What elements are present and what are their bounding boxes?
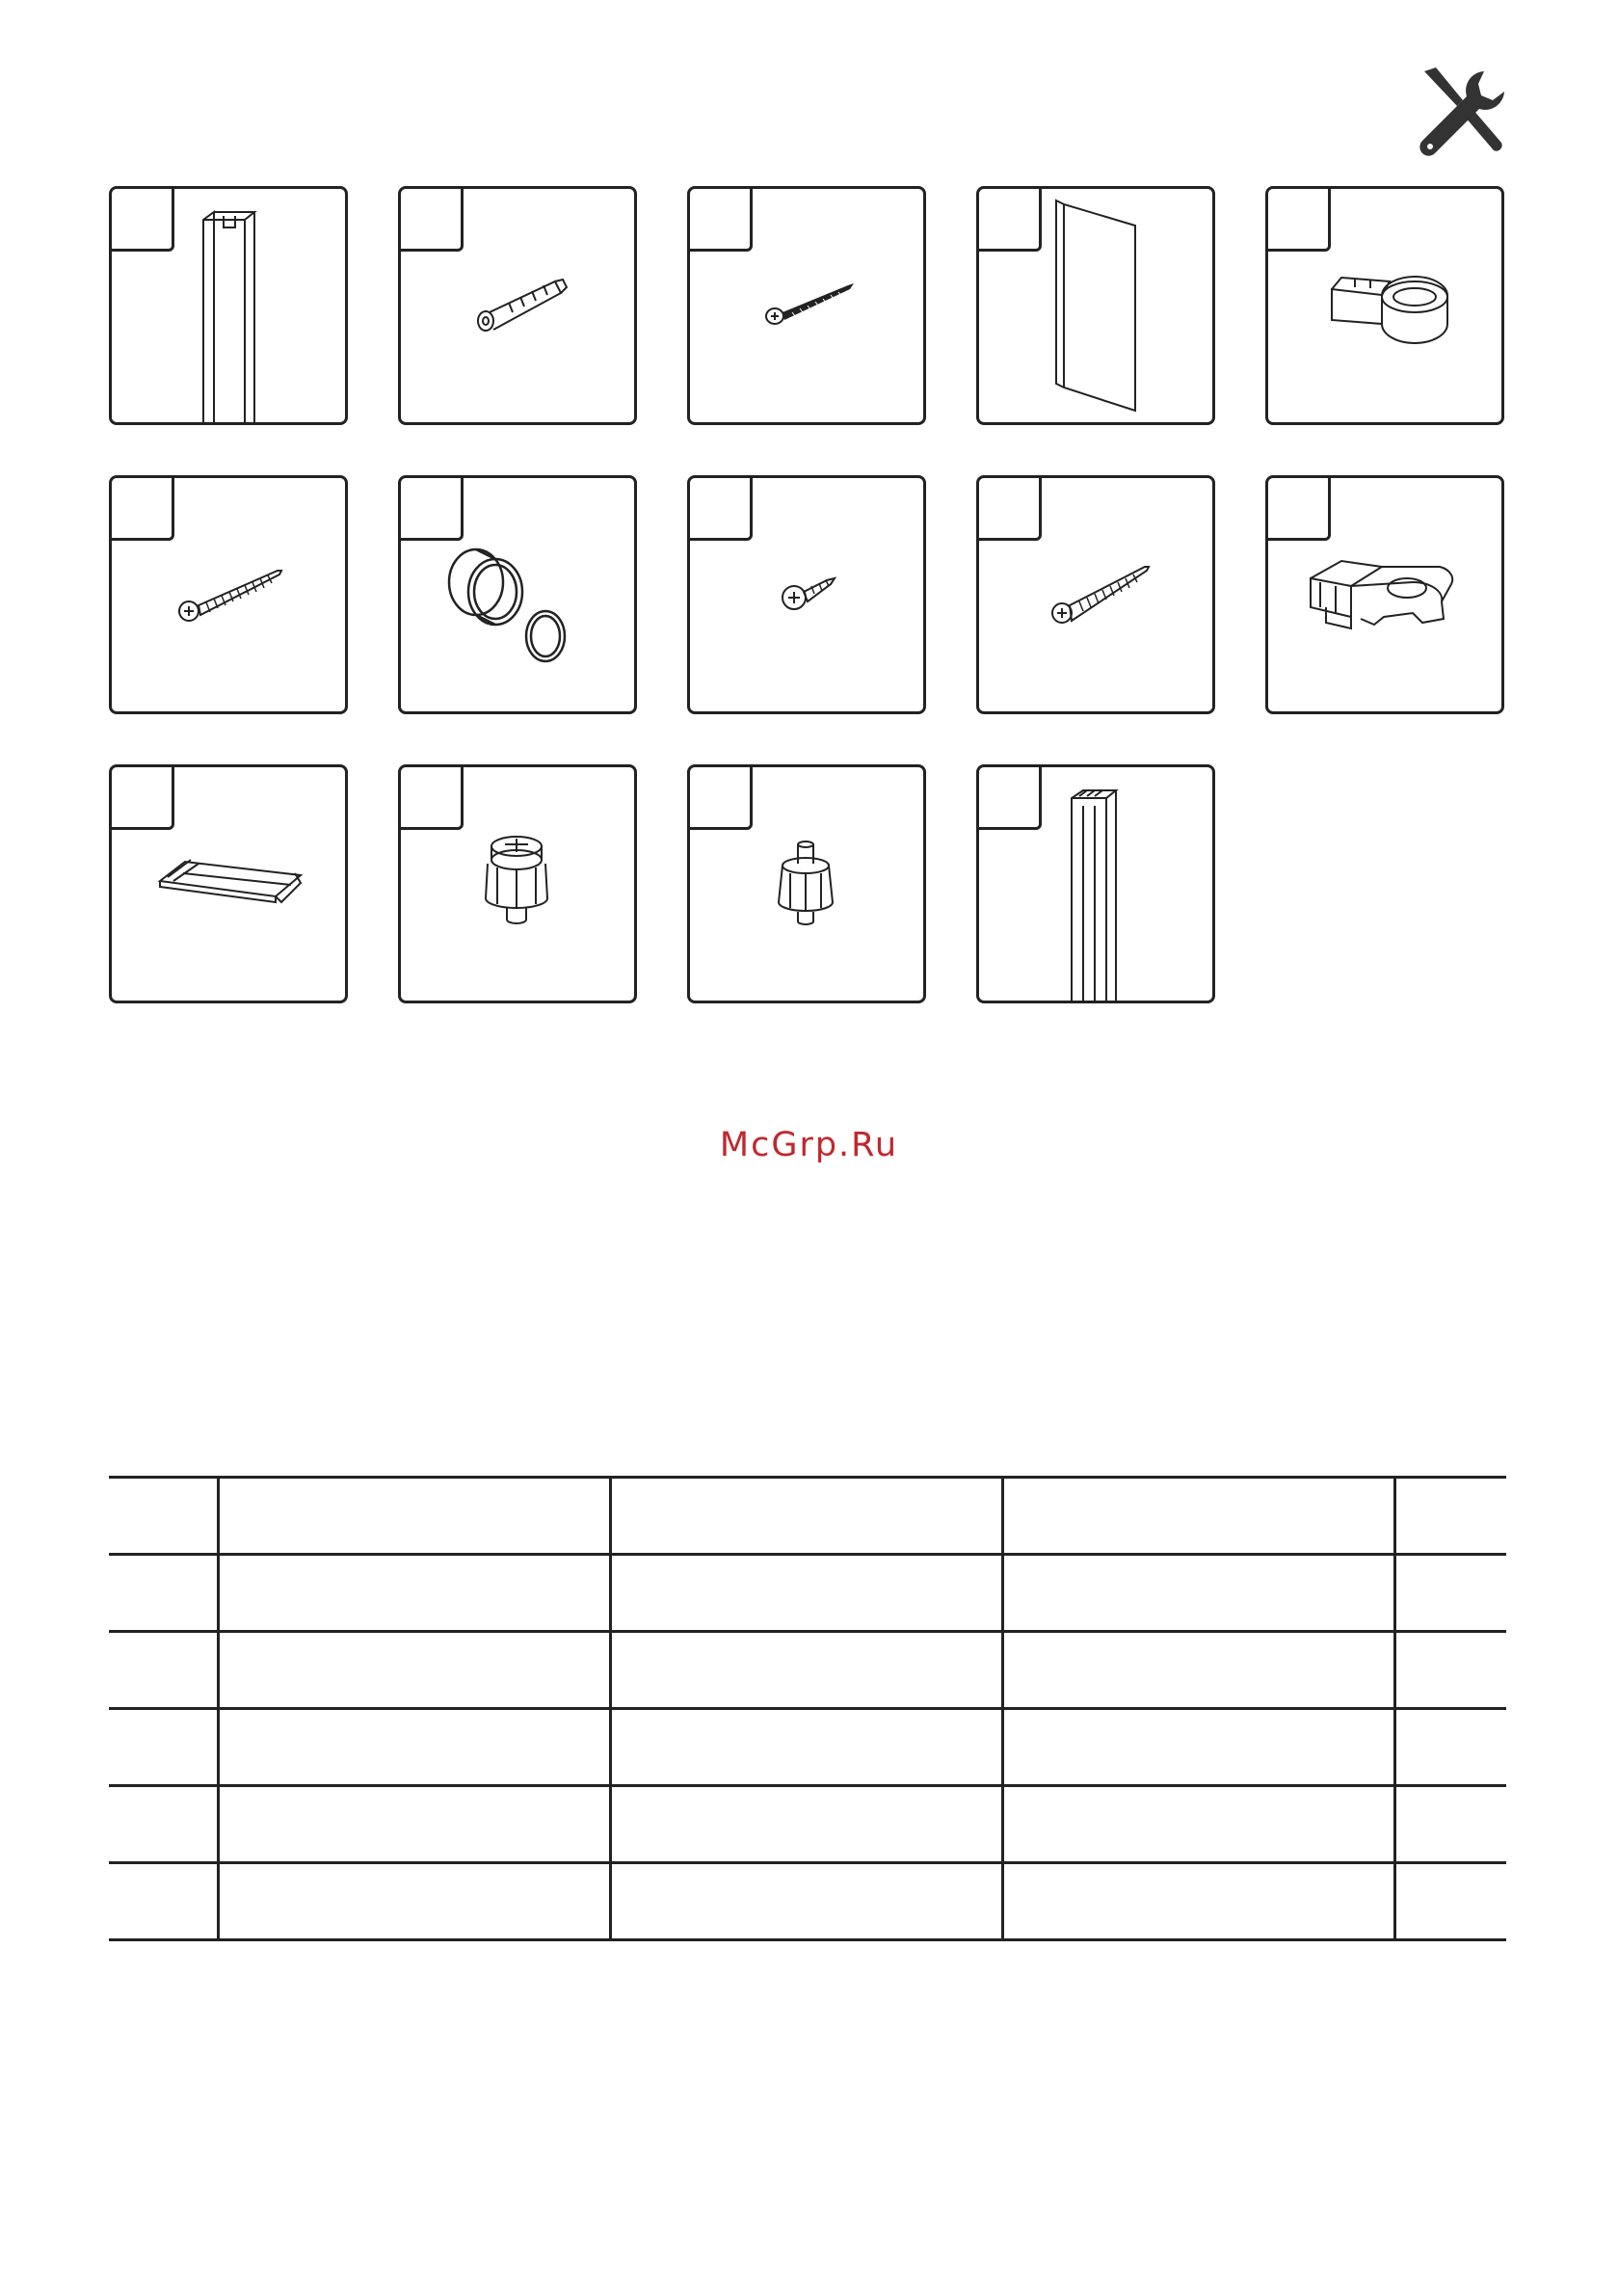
part-card bbox=[398, 475, 637, 714]
table-row bbox=[109, 1863, 1506, 1940]
part-card bbox=[109, 475, 348, 714]
part-card bbox=[976, 764, 1215, 1003]
table-row bbox=[109, 1786, 1506, 1863]
table-cell bbox=[610, 1863, 1002, 1940]
table-row bbox=[109, 1632, 1506, 1709]
watermark-text: McGrp.Ru bbox=[719, 1126, 899, 1164]
table-cell bbox=[1002, 1478, 1394, 1555]
table-cell bbox=[218, 1709, 610, 1786]
table-cell bbox=[218, 1555, 610, 1632]
part-card bbox=[1265, 475, 1504, 714]
seal-strip-icon bbox=[112, 767, 345, 1001]
part-card bbox=[687, 475, 926, 714]
table-body bbox=[109, 1478, 1506, 1940]
pan-head-screw-icon bbox=[112, 478, 345, 711]
table-cell bbox=[218, 1632, 610, 1709]
table-cell bbox=[1002, 1786, 1394, 1863]
part-card bbox=[687, 186, 926, 425]
part-card bbox=[976, 475, 1215, 714]
u-profile-rail-icon bbox=[112, 189, 345, 422]
part-card bbox=[398, 764, 637, 1003]
magnetic-profile-icon bbox=[979, 767, 1212, 1001]
table-cell bbox=[1394, 1478, 1506, 1555]
table-cell bbox=[610, 1709, 1002, 1786]
table-cell bbox=[1394, 1555, 1506, 1632]
part-card bbox=[109, 186, 348, 425]
table-cell bbox=[109, 1478, 218, 1555]
part-card bbox=[687, 764, 926, 1003]
table-cell bbox=[218, 1863, 610, 1940]
table-cell bbox=[109, 1555, 218, 1632]
part-card bbox=[398, 186, 637, 425]
table-cell bbox=[1002, 1709, 1394, 1786]
glass-panel-icon bbox=[979, 189, 1212, 422]
table-cell bbox=[610, 1478, 1002, 1555]
long-screw-icon bbox=[690, 189, 923, 422]
table-row bbox=[109, 1555, 1506, 1632]
table-cell bbox=[1394, 1863, 1506, 1940]
table-row bbox=[109, 1709, 1506, 1786]
table-cell bbox=[1394, 1632, 1506, 1709]
roller-plug-icon bbox=[401, 767, 634, 1001]
table-cell bbox=[109, 1786, 218, 1863]
part-card bbox=[109, 764, 348, 1003]
wall-plug-icon bbox=[401, 189, 634, 422]
table-cell bbox=[1002, 1555, 1394, 1632]
table-cell bbox=[610, 1786, 1002, 1863]
clamp-bracket-icon bbox=[1268, 478, 1501, 711]
table-cell bbox=[218, 1478, 610, 1555]
parts-table bbox=[109, 1476, 1506, 1941]
table-cell bbox=[1394, 1709, 1506, 1786]
screwdriver-wrench-icon bbox=[1415, 66, 1511, 162]
part-card bbox=[976, 186, 1215, 425]
short-screw-icon bbox=[690, 478, 923, 711]
ring-spacer-icon bbox=[401, 478, 634, 711]
table-cell bbox=[1002, 1863, 1394, 1940]
countersunk-screw-icon bbox=[979, 478, 1212, 711]
table-cell bbox=[109, 1709, 218, 1786]
table-cell bbox=[109, 1632, 218, 1709]
pin-plug-icon bbox=[690, 767, 923, 1001]
table-cell bbox=[610, 1632, 1002, 1709]
table-cell bbox=[1002, 1632, 1394, 1709]
table-row bbox=[109, 1478, 1506, 1555]
table-cell bbox=[109, 1863, 218, 1940]
table-cell bbox=[218, 1786, 610, 1863]
table-cell bbox=[610, 1555, 1002, 1632]
table-cell bbox=[1394, 1786, 1506, 1863]
pipe-clamp-icon bbox=[1268, 189, 1501, 422]
part-card bbox=[1265, 186, 1504, 425]
